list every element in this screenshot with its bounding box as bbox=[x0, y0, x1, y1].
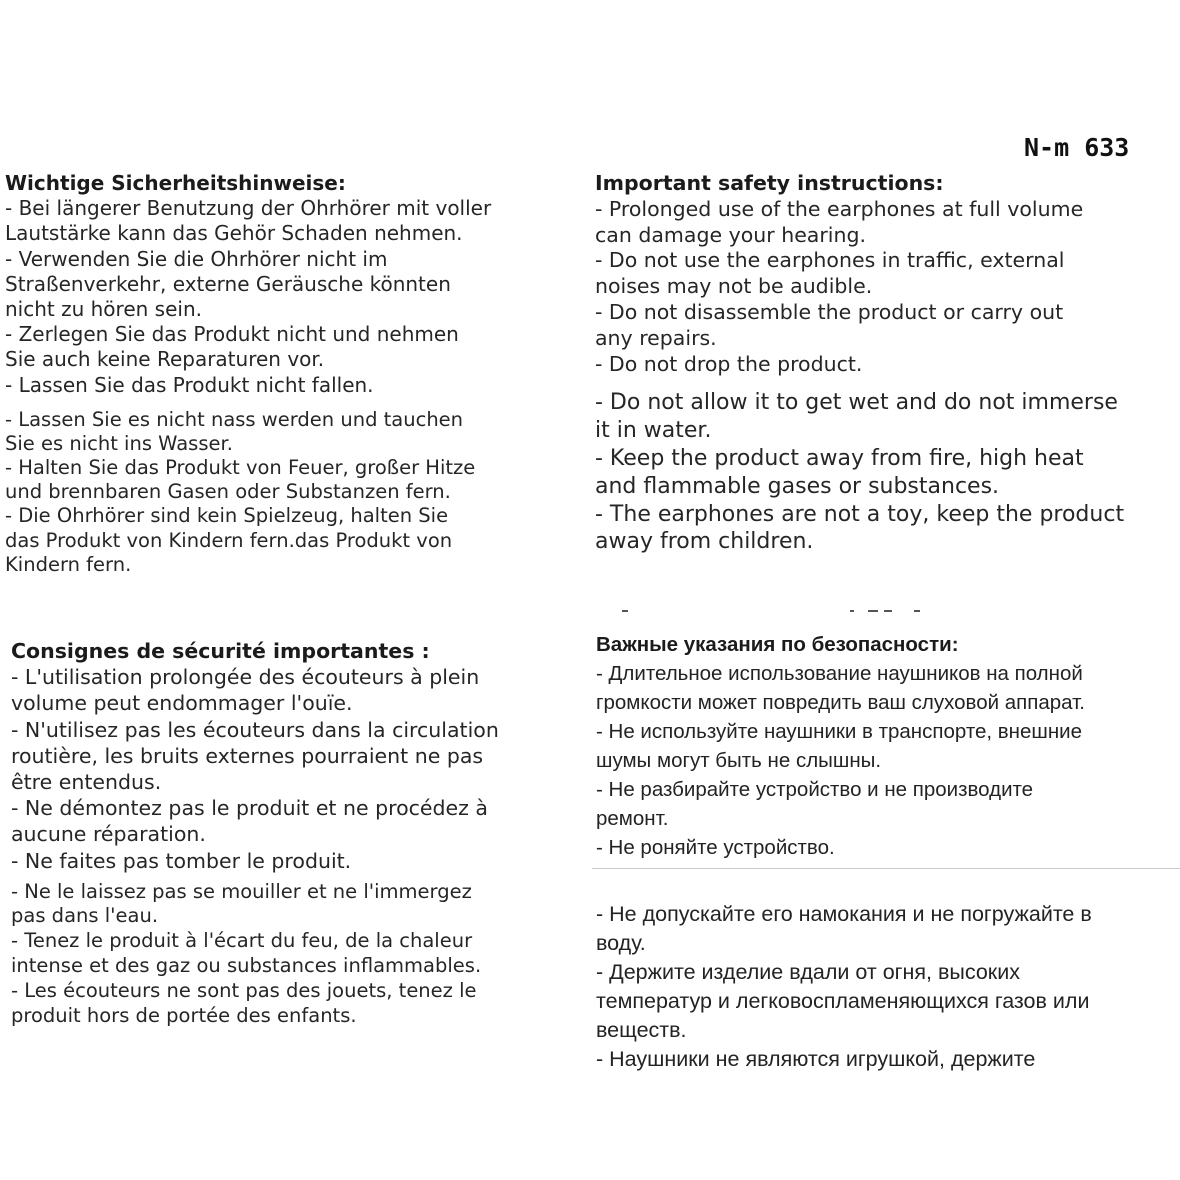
russian-line: - Не допускайте его намокания и не погружайте в bbox=[596, 902, 1092, 926]
russian-line: - Держите изделие вдали от огня, высоких bbox=[596, 960, 1020, 984]
english-line: - Do not use the earphones in traffic, external bbox=[595, 248, 1065, 273]
english-line: - Do not allow it to get wet and do not immerse bbox=[595, 390, 1118, 416]
russian-heading: Важные указания по безопасности: bbox=[596, 633, 959, 656]
english-line: it in water. bbox=[595, 418, 712, 444]
german-line: - Die Ohrhörer sind kein Spielzeug, halten Sie bbox=[5, 504, 449, 528]
german-line: - Verwenden Sie die Ohrhörer nicht im bbox=[5, 246, 388, 271]
german-safety-section bbox=[5, 171, 491, 577]
russian-safety-section bbox=[596, 630, 1092, 1074]
english-heading: Important safety instructions: bbox=[595, 171, 944, 195]
french-line: - L'utilisation prolongée des écouteurs à plein bbox=[11, 665, 480, 690]
french-line: intense et des gaz ou substances inflammables. bbox=[11, 954, 482, 978]
german-line: - Lassen Sie es nicht nass werden und tauchen bbox=[5, 407, 464, 431]
german-line: - Zerlegen Sie das Produkt nicht und nehmen bbox=[5, 322, 459, 347]
german-line: das Produkt von Kindern fern.das Produkt von bbox=[5, 528, 453, 552]
french-line: volume peut endommager l'ouïe. bbox=[11, 691, 353, 716]
russian-line: воду. bbox=[596, 931, 646, 955]
scan-artifact bbox=[622, 610, 942, 614]
english-line: noises may not be audible. bbox=[595, 274, 873, 299]
english-line: - Do not drop the product. bbox=[595, 351, 863, 376]
french-line: - Les écouteurs ne sont pas des jouets, tenez le bbox=[11, 978, 477, 1002]
german-line: Kindern fern. bbox=[5, 552, 132, 576]
french-line: être entendus. bbox=[11, 769, 162, 794]
english-line: away from children. bbox=[595, 529, 814, 555]
german-line: und brennbaren Gasen oder Substanzen fern. bbox=[5, 480, 451, 504]
french-line: - Ne faites pas tomber le produit. bbox=[11, 848, 352, 873]
english-line: - Do not disassemble the product or carry out bbox=[595, 299, 1064, 324]
french-line: routière, les bruits externes pourraient ne pas bbox=[11, 743, 484, 768]
german-line: Sie es nicht ins Wasser. bbox=[5, 431, 233, 455]
french-heading: Consignes de sécurité importantes : bbox=[11, 639, 430, 663]
french-line: aucune réparation. bbox=[11, 822, 206, 847]
english-safety-section bbox=[595, 171, 1124, 556]
russian-line: - Длительное использование наушников на полной bbox=[596, 662, 1083, 685]
english-line: can damage your hearing. bbox=[595, 222, 867, 247]
russian-line: - Наушники не являются игрушкой, держите bbox=[596, 1047, 1036, 1071]
english-line: and flammable gases or substances. bbox=[595, 473, 1000, 499]
russian-line: шумы могут быть не слышны. bbox=[596, 749, 882, 772]
german-line: - Bei längerer Benutzung der Ohrhörer mit voller bbox=[5, 196, 492, 221]
french-line: - Ne démontez pas le produit et ne procédez à bbox=[11, 796, 488, 821]
russian-line: - Не роняйте устройство. bbox=[596, 836, 835, 859]
english-line: - Keep the product away from fire, high heat bbox=[595, 445, 1084, 471]
russian-line: - Не используйте наушники в транспорте, внешние bbox=[596, 720, 1083, 743]
german-line: - Halten Sie das Produkt von Feuer, großer Hitze bbox=[5, 456, 476, 480]
russian-line: веществ. bbox=[596, 1018, 687, 1042]
english-line: any repairs. bbox=[595, 325, 717, 350]
russian-line: громкости может повредить ваш слуховой аппарат. bbox=[596, 691, 1085, 714]
english-line: - The earphones are not a toy, keep the product bbox=[595, 501, 1125, 527]
french-line: pas dans l'eau. bbox=[11, 904, 159, 928]
russian-line: температур и легковоспламеняющихся газов или bbox=[596, 989, 1090, 1013]
french-line: - N'utilisez pas les écouteurs dans la circulation bbox=[11, 717, 499, 742]
german-line: nicht zu hören sein. bbox=[5, 296, 202, 321]
french-safety-section bbox=[11, 638, 499, 1028]
model-code: N-m 633 bbox=[1024, 133, 1130, 162]
english-line: - Prolonged use of the earphones at full volume bbox=[595, 196, 1084, 221]
french-line: - Tenez le produit à l'écart du feu, de la chaleur bbox=[11, 929, 473, 953]
russian-line: ремонт. bbox=[596, 807, 669, 830]
german-line: Lautstärke kann das Gehör Schaden nehmen. bbox=[5, 221, 463, 246]
russian-line: - Не разбирайте устройство и не производите bbox=[596, 778, 1034, 801]
german-line: - Lassen Sie das Produkt nicht fallen. bbox=[5, 372, 374, 397]
french-line: - Ne le laissez pas se mouiller et ne l'immergez bbox=[11, 879, 472, 903]
french-line: produit hors de portée des enfants. bbox=[11, 1003, 357, 1027]
german-heading: Wichtige Sicherheitshinweise: bbox=[5, 171, 346, 195]
section-divider bbox=[592, 868, 1180, 869]
german-line: Sie auch keine Reparaturen vor. bbox=[5, 347, 325, 372]
german-line: Straßenverkehr, externe Geräusche könnten bbox=[5, 271, 451, 296]
